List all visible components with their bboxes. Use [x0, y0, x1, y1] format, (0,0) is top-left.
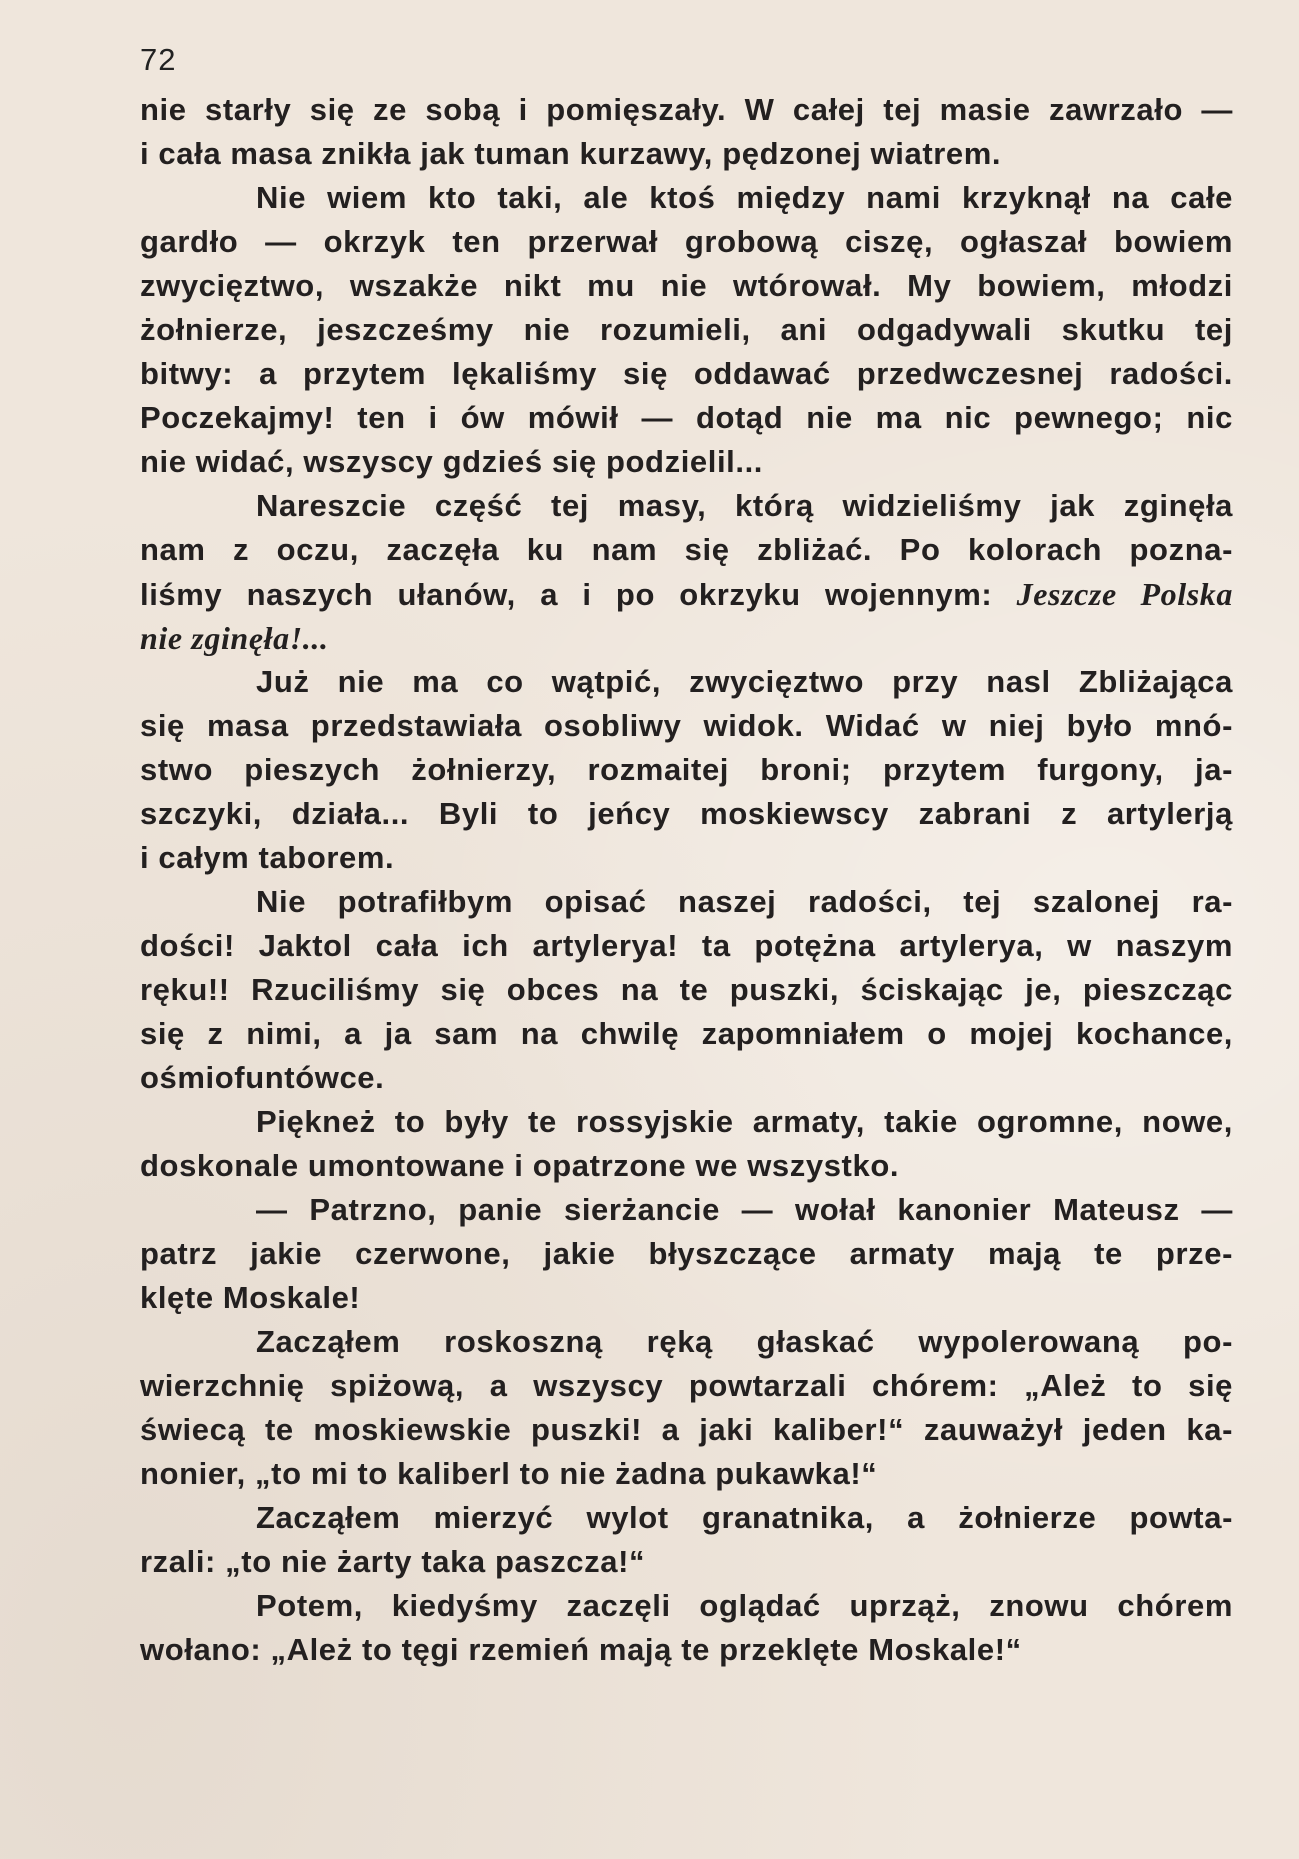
text-line — [140, 1012, 1233, 1056]
text-fragment: wołano: „Ależ to tęgi rzemień mają te przeklęte Moskale!“ — [140, 1632, 1022, 1667]
text-line — [140, 88, 1233, 132]
text-fragment: zwycięztwo, wszakże nikt mu nie wtórował. My bowiem, młodzi — [140, 268, 1233, 303]
text-line — [140, 528, 1233, 572]
text-fragment: się masa przedstawiała osobliwy widok. Widać w niej było mnó- — [140, 708, 1233, 743]
text-line — [140, 572, 1233, 616]
text-fragment: Piękneż to były te rossyjskie armaty, takie ogromne, nowe, — [256, 1104, 1233, 1139]
text-fragment: żołnierze, jeszcześmy nie rozumieli, ani odgadywali skutku tej — [140, 312, 1233, 347]
text-line — [140, 176, 1233, 220]
text-fragment: patrz jakie czerwone, jakie błyszczące armaty mają te prze- — [140, 1236, 1233, 1271]
text-line — [140, 792, 1233, 836]
text-line — [140, 440, 1233, 484]
text-line — [140, 1540, 1233, 1584]
text-line — [140, 132, 1233, 176]
text-line — [140, 1056, 1233, 1100]
text-fragment: liśmy naszych ułanów, a i po okrzyku wojennym: — [140, 577, 1017, 612]
text-fragment: szczyki, działa... Byli to jeńcy moskiewscy zabrani z artylerją — [140, 796, 1233, 831]
text-fragment: nie starły się ze sobą i pomięszały. W całej tej masie zawrzało — — [140, 92, 1233, 127]
text-fragment: rzali: „to nie żarty taka paszcza!“ — [140, 1544, 646, 1579]
text-line — [140, 748, 1233, 792]
text-fragment: się z nimi, a ja sam na chwilę zapomniałem o mojej kochance, — [140, 1016, 1233, 1051]
text-fragment: gardło — okrzyk ten przerwał grobową ciszę, ogłaszał bowiem — [140, 224, 1233, 259]
text-fragment: Potem, kiedyśmy zaczęli oglądać uprząż, znowu chórem — [256, 1588, 1233, 1623]
text-line — [140, 1320, 1233, 1364]
text-fragment: Zacząłem mierzyć wylot granatnika, a żołnierze powta- — [256, 1500, 1233, 1535]
text-line — [140, 1496, 1233, 1540]
text-fragment: ręku!! Rzuciliśmy się obces na te puszki, ściskając je, pieszcząc — [140, 972, 1233, 1007]
italic-text: Jeszcze Polska — [1016, 576, 1233, 612]
body-text — [140, 88, 1233, 1672]
text-line — [140, 1232, 1233, 1276]
text-line — [140, 308, 1233, 352]
text-fragment: Zacząłem roskoszną ręką głaskać wypolerowaną po- — [256, 1324, 1233, 1359]
text-fragment: Nie wiem kto taki, ale ktoś między nami krzyknął na całe — [256, 180, 1233, 215]
text-fragment: Nie potrafiłbym opisać naszej radości, tej szalonej ra- — [256, 884, 1233, 919]
text-line — [140, 660, 1233, 704]
text-fragment: nonier, „to mi to kaliberl to nie żadna pukawka!“ — [140, 1456, 878, 1491]
text-fragment: świecą te moskiewskie puszki! a jaki kaliber!“ zauważył jeden ka- — [140, 1412, 1233, 1447]
text-line — [140, 616, 1233, 660]
text-fragment: i całym taborem. — [140, 840, 395, 875]
text-fragment: — Patrzno, panie sierżancie — wołał kanonier Mateusz — — [256, 1192, 1233, 1227]
text-line — [140, 704, 1233, 748]
text-fragment: dości! Jaktol cała ich artylerya! ta potężna artylerya, w naszym — [140, 928, 1233, 963]
text-line — [140, 1628, 1233, 1672]
text-line — [140, 264, 1233, 308]
text-line — [140, 880, 1233, 924]
text-line — [140, 1100, 1233, 1144]
text-fragment: Nareszcie część tej masy, którą widzieliśmy jak zginęła — [256, 488, 1233, 523]
text-line — [140, 1364, 1233, 1408]
text-line — [140, 1452, 1233, 1496]
text-fragment: nam z oczu, zaczęła ku nam się zbliżać. Po kolorach pozna- — [140, 532, 1233, 567]
text-fragment: stwo pieszych żołnierzy, rozmaitej broni; przytem furgony, ja- — [140, 752, 1233, 787]
text-line — [140, 1144, 1233, 1188]
text-fragment: bitwy: a przytem lękaliśmy się oddawać przedwczesnej radości. — [140, 356, 1233, 391]
text-line — [140, 1188, 1233, 1232]
text-line — [140, 484, 1233, 528]
text-fragment: Już nie ma co wątpić, zwycięztwo przy nasl Zbliżająca — [256, 664, 1233, 699]
text-fragment: i cała masa znikła jak tuman kurzawy, pędzonej wiatrem. — [140, 136, 1002, 171]
text-fragment: Poczekajmy! ten i ów mówił — dotąd nie ma nic pewnego; nic — [140, 400, 1233, 435]
text-line — [140, 396, 1233, 440]
text-fragment: ośmiofuntówce. — [140, 1060, 385, 1095]
text-line — [140, 1408, 1233, 1452]
text-line — [140, 220, 1233, 264]
text-fragment: doskonale umontowane i opatrzone we wszystko. — [140, 1148, 900, 1183]
text-line — [140, 1584, 1233, 1628]
text-line — [140, 352, 1233, 396]
text-fragment: wierzchnię spiżową, a wszyscy powtarzali chórem: „Ależ to się — [140, 1368, 1233, 1403]
text-line — [140, 836, 1233, 880]
text-line — [140, 1276, 1233, 1320]
italic-text: nie zginęła!... — [140, 620, 329, 656]
page-number: 72 — [140, 42, 177, 77]
text-fragment: klęte Moskale! — [140, 1280, 361, 1315]
text-line — [140, 968, 1233, 1012]
text-line — [140, 924, 1233, 968]
text-fragment: nie widać, wszyscy gdzieś się podzielil... — [140, 444, 764, 479]
